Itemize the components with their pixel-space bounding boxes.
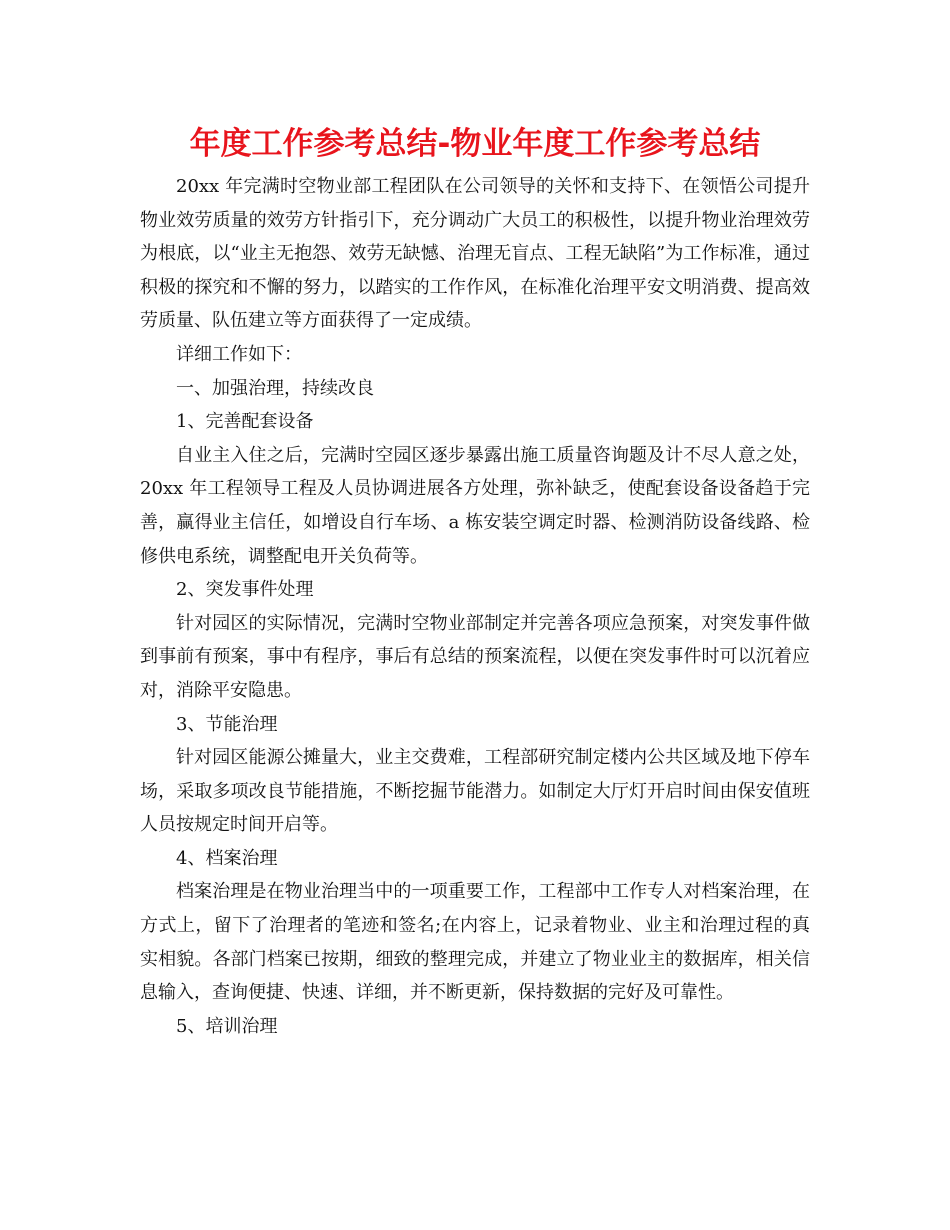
paragraph-emergency: 针对园区的实际情况，完满时空物业部制定并完善各项应急预案，对突发事件做到事前有预案，事中有程序，事后有总结的预案流程，以便在突发事件时可以沉着应对，消除平安隐患。 [140, 612, 810, 701]
document-title: 年度工作参考总结-物业年度工作参考总结 [189, 126, 761, 162]
paragraph-archives: 档案治理是在物业治理当中的一项重要工作，工程部中工作专人对档案治理，在方式上，留下了治理者的笔迹和签名;在内容上，记录着物业、业主和治理过程的真实相貌。各部门档案已按期，细致的整理完成，并建立了物业业主的数据库，相关信息输入，查询便捷、快速、详细，并不断更新，保持数据的完好及可靠性。 [140, 881, 810, 1004]
paragraph-energy: 针对园区能源公摊量大，业主交费难，工程部研究制定楼内公共区域及地下停车场，采取多项改良节能措施，不断挖掘节能潜力。如制定大厅灯开启时间由保安值班人员按规定时间开启等。 [140, 747, 810, 836]
paragraph-work-details: 详细工作如下： [176, 343, 302, 365]
paragraph-facilities: 自业主入住之后，完满时空园区逐步暴露出施工质量咨询题及计不尽人意之处，20xx 年工程领导工程及人员协调进展各方处理，弥补缺乏，使配套设备设备趋于完善，赢得业主信任，如增设自行车场、a 栋安装空调定时器、检测消防设备线路、检修供电系统，调整配电开关负荷等。 [140, 444, 810, 567]
paragraph-intro: 20xx 年完满时空物业部工程团队在公司领导的关怀和支持下、在领悟公司提升物业效劳质量的效劳方针指引下，充分调动广大员工的积极性，以提升物业治理效劳为根底，以“业主无抱怨、效劳无缺憾、治理无盲点、工程无缺陷”为工作标准，通过积极的探究和不懈的努力，以踏实的工作作风，在标准化治理平安文明消费、提高效劳质量、队伍建立等方面获得了一定成绩。 [140, 176, 810, 332]
subsection-heading-training: 5、培训治理 [176, 1015, 278, 1037]
document-body [140, 170, 810, 1043]
subsection-heading-facilities: 1、完善配套设备 [176, 411, 314, 433]
subsection-heading-archives: 4、档案治理 [176, 847, 278, 869]
subsection-heading-emergency: 2、突发事件处理 [176, 579, 314, 601]
subsection-heading-energy: 3、节能治理 [176, 713, 278, 735]
section-heading-management: 一、加强治理，持续改良 [176, 377, 374, 399]
